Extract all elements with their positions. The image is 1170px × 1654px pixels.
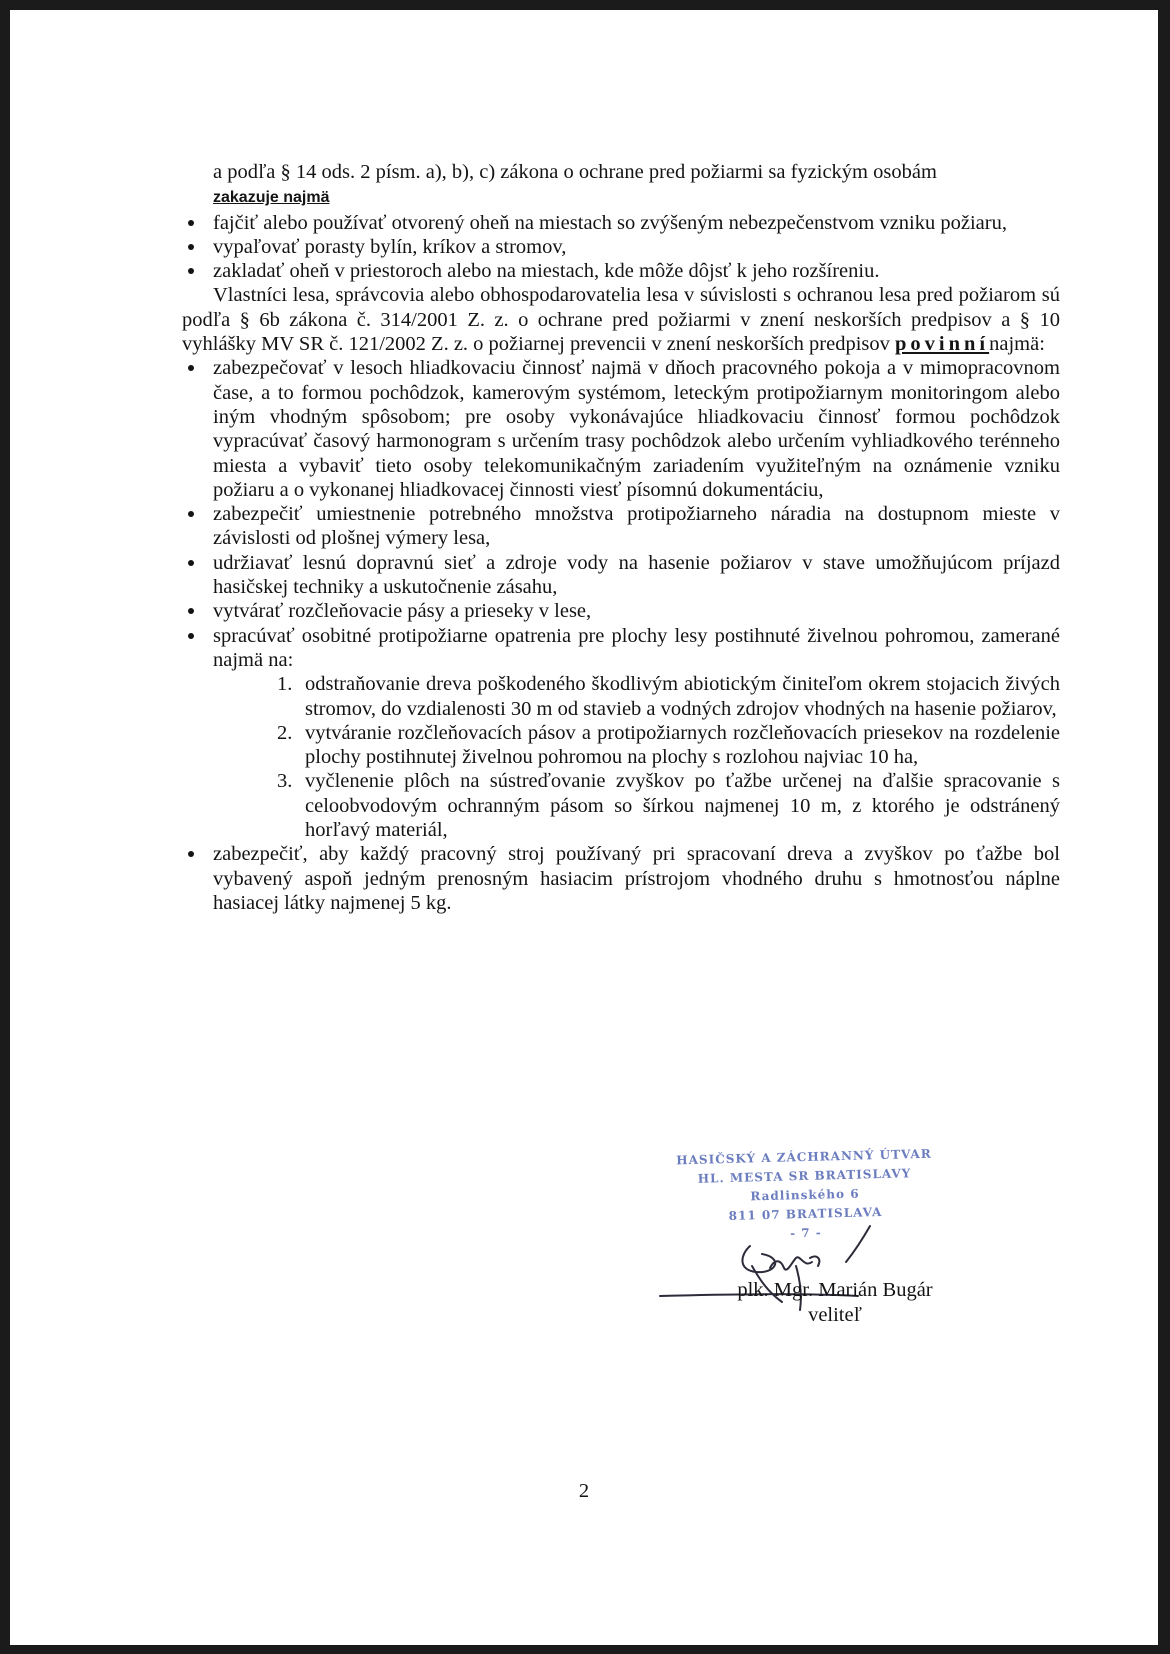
signatory-name: plk. Mgr. Marián Bugár (737, 1279, 933, 1301)
bullet-icon (188, 633, 194, 639)
list-item: zabezpečiť umiestnenie potrebného množstva protipožiarneho náradia na dostupnom mieste v závislosti od plošnej výmery lesa, (182, 502, 1060, 551)
bullet-icon (188, 608, 194, 614)
sub-list (213, 672, 1060, 842)
sub-list-item: 2. vytváranie rozčleňovacích pásov a protipožiarnych rozčleňovacích priesekov na rozdelenie plochy postihnutej živelnou pohromou na plochy s rozlohou najviac 10 ha, (277, 721, 1060, 769)
duties-list (182, 356, 1060, 915)
official-stamp: HASIČSKÝ A ZÁCHRANNÝ ÚTVAR HL. MESTA SR BRATISLAVY Radlinského 6 811 07 BRATISLAVA - 7 - (676, 1146, 932, 1241)
bullet-icon (188, 511, 194, 517)
signatory-title: veliteľ (808, 1304, 862, 1326)
bullet-icon (188, 851, 194, 857)
list-item: spracúvať osobitné protipožiarne opatrenia pre plochy lesy postihnuté živelnou pohromou, zamerané najmä na: 1. odstraňovanie dreva poškodeného škodlivým abiotickým činiteľom okrem stojacich živých stromov, do vzdialenosti 30 m od stavieb a vodných zdrojov vhodných na hasenie požiarov, 2. vytváranie rozčleňovacích pásov a protipožiarnych rozčleňovacích priesekov na rozdelenie plochy postihnutej živelnou pohromou na plochy s rozlohou najviac 10 ha, 3. vyčlenenie plôch na sústreďovanie zvyškov po ťažbe určenej na ďalšie spracovanie s celoobvodovým ochranným pásom so šírkou najmenej 10 m, z ktorého je odstránený horľavý materiál, (182, 624, 1060, 843)
bullet-icon (188, 365, 194, 371)
bullet-icon (188, 244, 194, 250)
list-item: zabezpečiť, aby každý pracovný stroj používaný pri spracovaní dreva a zvyškov po ťažbe bol vybavený aspoň jedným prenosným hasiacim prístrojom vhodného druhu s hmotnosťou náplne hasiacej látky najmenej 5 kg. (182, 842, 1060, 915)
owners-emphasis: povinní (895, 333, 990, 356)
list-item: udržiavať lesnú dopravnú sieť a zdroje vody na hasenie požiarov v stave umožňujúcom príjazd hasičskej techniky a uskutočnenie zásahu, (182, 551, 1060, 600)
sub-list-item: 1. odstraňovanie dreva poškodeného škodlivým abiotickým činiteľom okrem stojacich živých stromov, do vzdialenosti 30 m od stavieb a vodných zdrojov vhodných na hasenie požiarov, (277, 673, 1060, 720)
intro-emphasis: zakazuje najmä (213, 189, 330, 207)
list-item: zakladať oheň v priestoroch alebo na miestach, kde môže dôjsť k jeho rozšíreniu. (182, 259, 1060, 283)
intro-text: a podľa § 14 ods. 2 písm. a), b), c) zákona o ochrane pred požiarmi sa fyzickým osobám (213, 161, 937, 183)
bullet-icon (188, 560, 194, 566)
list-item: vytvárať rozčleňovacie pásy a prieseky v lese, (182, 599, 1060, 623)
page-number: 2 (578, 1480, 590, 1502)
list-item: fajčiť alebo používať otvorený oheň na miestach so zvýšeným nebezpečenstvom vzniku požiaru, (182, 211, 1060, 235)
prohibited-list (182, 211, 1060, 284)
intro-paragraph (182, 160, 1060, 211)
sub-list-item: 3. vyčlenenie plôch na sústreďovanie zvyškov po ťažbe určenej na ďalšie spracovanie s celoobvodovým ochranným pásom so šírkou najmenej 10 m, z ktorého je odstránený horľavý materiál, (277, 770, 1060, 842)
document-page (10, 10, 1158, 1645)
owners-text: Vlastníci lesa, správcovia alebo obhospodarovatelia lesa v súvislosti s ochranou lesa pred požiarom sú podľa § 6b zákona č. 314/2001 Z. z. o ochrane pred požiarmi v znení neskorších predpisov a § 10 vyhlášky MV SR č. 121/2002 Z. z. o požiarnej prevencii v znení neskorších predpisov (182, 284, 1060, 356)
bullet-icon (188, 220, 194, 226)
owners-paragraph (182, 283, 1060, 356)
document-body (182, 160, 1060, 915)
list-item: vypaľovať porasty bylín, kríkov a stromov, (182, 235, 1060, 259)
signatory-block (715, 1278, 955, 1328)
owners-tail: najmä: (989, 333, 1045, 356)
bullet-icon (188, 268, 194, 274)
list-item: zabezpečovať v lesoch hliadkovaciu činnosť najmä v dňoch pracovného pokoja a v mimopracovnom čase, a to formou pochôdzok, kamerovým systémom, leteckým protipožiarnym monitoringom alebo iným vhodným spôsobom; pre osoby vykonávajúce hliadkovaciu činnosť formou pochôdzok vypracúvať časový harmonogram s určením trasy pochôdzok alebo určením vyhliadkového terénneho miesta a vybaviť tieto osoby telekomunikačným zariadením využiteľným na oznámenie vzniku požiaru a o vykonanej hliadkovacej činnosti viesť písomnú dokumentáciu, (182, 356, 1060, 502)
